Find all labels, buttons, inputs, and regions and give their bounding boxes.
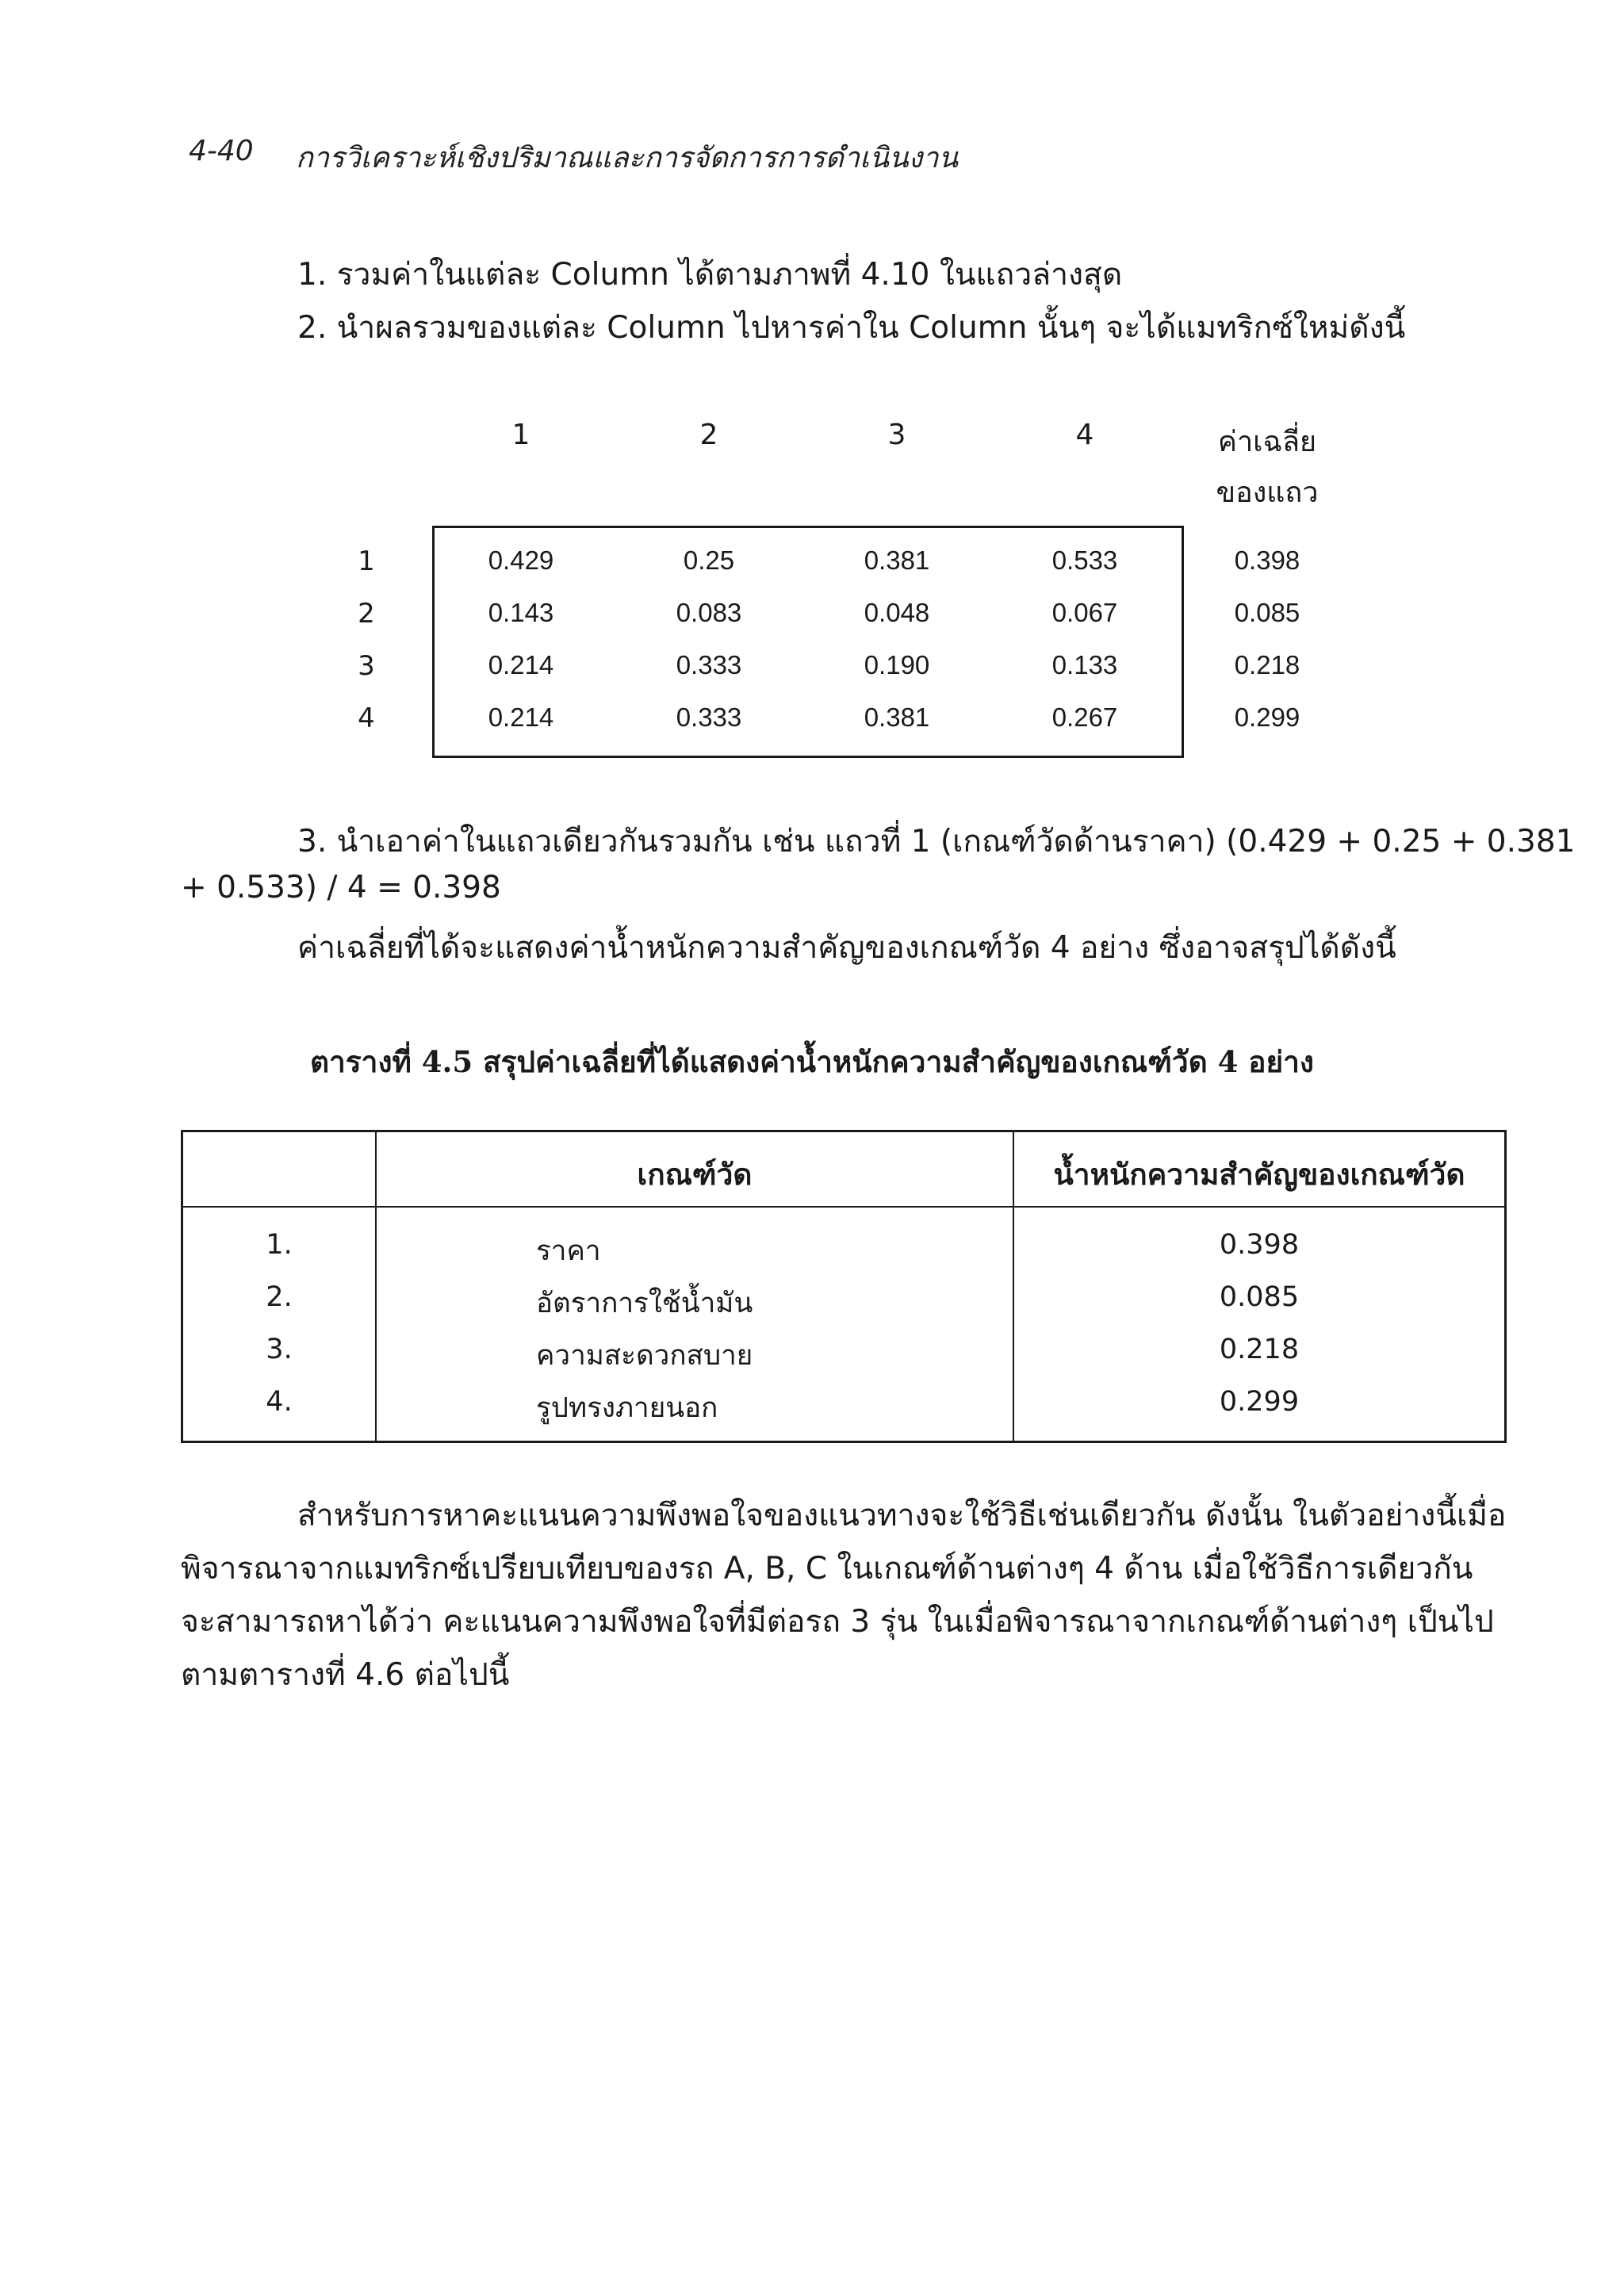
matrix-cell-r1-c3: 0.381 bbox=[864, 545, 930, 575]
step-3-line-1: 3. นำเอาค่าในแถวเดียวกันรวมกัน เช่น แถวที่ 1 (เกณฑ์วัดด้านราคา) (0.429 + 0.25 + 0.381 bbox=[297, 824, 1576, 859]
table-row-4-criterion: รูปทรงภายนอก bbox=[536, 1392, 718, 1424]
closing-line-2: พิจารณาจากแมทริกซ์เปรียบเทียบของรถ A, B, C ในเกณฑ์ด้านต่างๆ 4 ด้าน เมื่อใช้วิธีการเดียวกัน bbox=[181, 1551, 1473, 1587]
step-3-line-2: + 0.533) / 4 = 0.398 bbox=[181, 870, 501, 905]
matrix-row-label-2: 2 bbox=[358, 598, 375, 630]
matrix-cell-r3-c1: 0.214 bbox=[488, 650, 554, 679]
table-header-criterion: เกณฑ์วัด bbox=[637, 1157, 753, 1192]
matrix-cell-r2-c3: 0.048 bbox=[864, 598, 930, 627]
table-row-1-no: 1. bbox=[266, 1229, 293, 1261]
matrix-col-header-1: 1 bbox=[511, 419, 530, 451]
matrix-row-label-1: 1 bbox=[358, 545, 375, 577]
closing-line-4: ตามตารางที่ 4.6 ต่อไปนี้ bbox=[181, 1657, 510, 1693]
matrix-col-header-2: 2 bbox=[699, 419, 718, 451]
step-1-text: 1. รวมค่าในแต่ละ Column ได้ตามภาพที่ 4.10 ในแถวล่างสุด bbox=[297, 257, 1123, 293]
table-row-1-criterion: ราคา bbox=[536, 1235, 601, 1267]
matrix-cell-r3-c4: 0.133 bbox=[1051, 650, 1118, 679]
step-2-text: 2. นำผลรวมของแต่ละ Column ไปหารค่าใน Column นั้นๆ จะได้แมทริกซ์ใหม่ดังนี้ bbox=[297, 310, 1406, 346]
matrix-row-label-4: 4 bbox=[358, 702, 375, 734]
matrix-cell-r4-c1: 0.214 bbox=[488, 702, 554, 732]
table-row-4-weight: 0.299 bbox=[1219, 1386, 1300, 1418]
matrix-average-r2: 0.085 bbox=[1234, 598, 1300, 627]
table-row-3-weight: 0.218 bbox=[1219, 1334, 1300, 1365]
matrix-average-r3: 0.218 bbox=[1234, 650, 1300, 679]
running-title: การวิเคราะห์เชิงปริมาณและการจัดการการดำเนินงาน bbox=[296, 142, 959, 174]
matrix-average-r4: 0.299 bbox=[1234, 702, 1300, 732]
table-row-2-criterion: อัตราการใช้น้ำมัน bbox=[536, 1288, 753, 1319]
table-header-weight: น้ำหนักความสำคัญของเกณฑ์วัด bbox=[1053, 1157, 1465, 1192]
matrix-cell-r3-c2: 0.333 bbox=[676, 650, 742, 679]
matrix-cell-r4-c4: 0.267 bbox=[1051, 702, 1118, 732]
matrix-cell-r2-c4: 0.067 bbox=[1051, 598, 1118, 627]
matrix-average-r1: 0.398 bbox=[1234, 545, 1300, 575]
matrix-col-header-3: 3 bbox=[887, 419, 906, 451]
table-row-3-criterion: ความสะดวกสบาย bbox=[536, 1340, 753, 1372]
matrix-cell-r4-c3: 0.381 bbox=[864, 702, 930, 732]
matrix-average-header-line1: ค่าเฉลี่ย bbox=[1217, 426, 1317, 458]
summary-table bbox=[181, 1130, 1507, 1443]
table-caption: ตารางที่ 4.5 สรุปค่าเฉลี่ยที่ได้แสดงค่าน้ำหนักความสำคัญของเกณฑ์วัด 4 อย่าง bbox=[309, 1044, 1314, 1079]
table-row-1-weight: 0.398 bbox=[1219, 1229, 1300, 1261]
matrix-cell-r2-c2: 0.083 bbox=[676, 598, 742, 627]
page-number: 4-40 bbox=[189, 135, 254, 167]
table-row-2-weight: 0.085 bbox=[1219, 1281, 1300, 1313]
table-row-4-no: 4. bbox=[266, 1386, 293, 1418]
matrix-cell-r3-c3: 0.190 bbox=[864, 650, 930, 679]
matrix-cell-r1-c4: 0.533 bbox=[1051, 545, 1118, 575]
closing-line-3: จะสามารถหาได้ว่า คะแนนความพึงพอใจที่มีต่อรถ 3 รุ่น ในเมื่อพิจารณาจากเกณฑ์ด้านต่างๆ เป็นไป bbox=[181, 1604, 1494, 1640]
matrix-col-header-4: 4 bbox=[1075, 419, 1094, 451]
table-header-rule bbox=[183, 1206, 1504, 1208]
matrix-cell-r1-c2: 0.25 bbox=[683, 545, 735, 575]
matrix-cell-r4-c2: 0.333 bbox=[676, 702, 742, 732]
matrix-cell-r1-c1: 0.429 bbox=[488, 545, 554, 575]
matrix-average-header-line2: ของแถว bbox=[1216, 477, 1319, 509]
matrix-row-label-3: 3 bbox=[358, 650, 375, 682]
table-row-3-no: 3. bbox=[266, 1334, 293, 1365]
closing-line-1: สำหรับการหาคะแนนความพึงพอใจของแนวทางจะใช้วิธีเช่นเดียวกัน ดังนั้น ในตัวอย่างนี้เมื่อ bbox=[297, 1498, 1507, 1533]
step-3-line-3: ค่าเฉลี่ยที่ได้จะแสดงค่าน้ำหนักความสำคัญของเกณฑ์วัด 4 อย่าง ซึ่งอาจสรุปได้ดังนี้ bbox=[297, 930, 1396, 966]
table-row-2-no: 2. bbox=[266, 1281, 293, 1313]
matrix-cell-r2-c1: 0.143 bbox=[488, 598, 554, 627]
